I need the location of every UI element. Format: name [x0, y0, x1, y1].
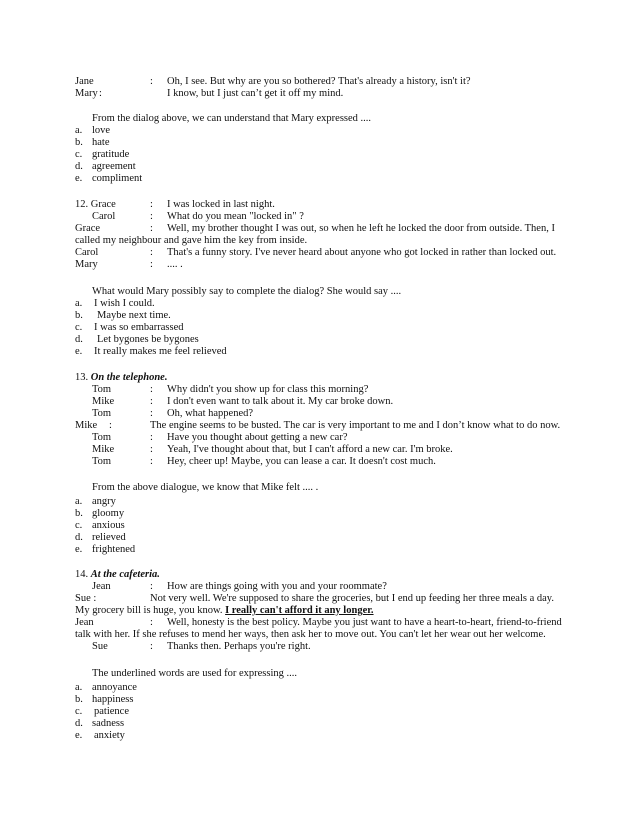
dialog-text: My grocery bill is huge, you know. — [75, 605, 226, 616]
option-text: It really makes me feel relieved — [94, 346, 227, 357]
option-letter: a. — [75, 125, 83, 136]
option-text: anxious — [92, 520, 125, 531]
dialog-text: I know, but I just can’t get it off my mind. — [167, 88, 344, 99]
speaker-name: Carol — [92, 211, 116, 222]
speaker-name: Mike — [92, 444, 115, 455]
option-letter: c. — [75, 706, 83, 717]
option-text: happiness — [92, 694, 134, 705]
option-text: love — [92, 125, 111, 136]
option-text: patience — [94, 706, 129, 717]
option-letter: b. — [75, 694, 83, 705]
option-letter: d. — [75, 532, 83, 543]
option-text: frightened — [92, 544, 136, 555]
dialog-text: Not very well. We're supposed to share the groceries, but I end up feeding her three meals a day. — [150, 593, 554, 604]
option-letter: b. — [75, 137, 83, 148]
speaker-colon: : — [150, 581, 153, 592]
dialog-text: What do you mean "locked in" ? — [167, 211, 304, 222]
option-letter: d. — [75, 718, 83, 729]
dialog-text: Oh, I see. But why are you so bothered? That's already a history, isn't it? — [167, 76, 471, 87]
speaker-name: Tom — [92, 456, 112, 467]
option-letter: c. — [75, 322, 83, 333]
speaker-name: Tom — [92, 408, 112, 419]
question-number: 13. — [75, 372, 91, 383]
speaker-colon: : — [150, 199, 153, 210]
option-text: compliment — [92, 173, 143, 184]
option-text: anxiety — [94, 730, 125, 741]
speaker-name: Mike — [75, 420, 98, 431]
dialog-text: Thanks then. Perhaps you're right. — [167, 641, 311, 652]
dialog-text: Oh, what happened? — [167, 408, 254, 419]
dialog-text: Well, honesty is the best policy. Maybe you just want to have a heart-to-heart, friend-to-friend — [167, 617, 562, 628]
dialog-line — [75, 605, 566, 617]
option-text: gratitude — [92, 149, 130, 160]
dialog-text: .... . — [167, 259, 183, 270]
dialog-text: talk with her. If she refuses to mend her ways, then ask her to move out. You can't let her wear out her welcome. — [75, 629, 546, 640]
speaker-colon: : — [150, 432, 153, 443]
option-letter: b. — [75, 310, 83, 321]
dialog-text: Why didn't you show up for class this morning? — [167, 384, 369, 395]
speaker-name: Jane — [75, 76, 94, 87]
dialog-text: How are things going with you and your roommate? — [167, 581, 387, 592]
option-letter: a. — [75, 298, 83, 309]
document-page: Jane : Oh, I see. But why are you so bothered? That's already a history, isn't it? Mary : I know, but I just can’t get it off my mind. From the dialog above, we can understand that Mary expressed .... a. love b. hate c. gratitude d. agreement e. compliment 12. Grace : I was locked in last night. Carol : What do you mean "locked in" ? Grace : Well, my brother thought I was out, so when he left he locked the door from outside. Then, I called my neighbour and gave him the key from inside. Carol : That's a funny story. I've never heard about anyone who got locked in rather than locked out. Mary : .... . What would Mary possibly say to complete the dialog? She would say .... a. I wish I could. b. Maybe next time. c. I was so embarrassed d. Let bygones be bygones e. It really makes me feel relieved 13. On the telephone. Tom : Why didn't you show up for class this morning? Mike : I don't even want to talk about it. My car broke down. Tom : Oh, what happened? Mike : The engine seems to be busted. The car is very important to me and I don’t know what to do now. Tom : Have you thought about getting a new car? Mike : Yeah, I've thought about that, but I can't afford a new car. I'm broke. Tom : Hey, cheer up! Maybe, you can lease a car. It doesn't cost much. From the above dialogue, we know that Mike felt .... . a. angry b. gloomy c. anxious d. relieved e. frightened 14. At the cafeteria. Jean : How are things going with you and your roommate? Sue : Not very well. We're supposed to share the groceries, but I end up feeding her three meals a day. My grocery bill is huge, you know. I really can't afford it any longer. Jean : Well, honesty is the best policy. Maybe you just want to have a heart-to-heart, friend-to-friend talk with her. If she refuses to mend her ways, then ask her to move out. You can't let her wear out her welcome. Sue : Thanks then. Perhaps you're right. The underlined words are used for expressing .... a. annoyance b. happiness c. patience d. sadness e. anxiety — [0, 0, 638, 826]
speaker-name: Jean — [75, 617, 94, 628]
question-number-speaker: 12. Grace — [75, 199, 116, 210]
option-text: Maybe next time. — [97, 310, 171, 321]
option-letter: a. — [75, 496, 83, 507]
option-letter: e. — [75, 173, 83, 184]
speaker-colon: : — [109, 420, 112, 431]
speaker-colon: : — [150, 456, 153, 467]
option-text: I wish I could. — [94, 298, 155, 309]
speaker-colon: : — [150, 641, 153, 652]
dialog-setting: At the cafeteria. — [90, 569, 160, 580]
question-heading — [75, 569, 566, 581]
dialog-text: Have you thought about getting a new car? — [167, 432, 348, 443]
option-letter: a. — [75, 682, 83, 693]
option-text: I was so embarrassed — [94, 322, 184, 333]
option-text: Let bygones be bygones — [97, 334, 199, 345]
speaker-colon: : — [150, 76, 153, 87]
speaker-colon: : — [150, 211, 153, 222]
option-letter: b. — [75, 508, 83, 519]
option-text: angry — [92, 496, 116, 507]
option-letter: e. — [75, 346, 83, 357]
dialog-text: I was locked in last night. — [167, 199, 275, 210]
speaker-name: Mary — [75, 88, 98, 99]
option-text: annoyance — [92, 682, 137, 693]
dialog-text: That's a funny story. I've never heard about anyone who got locked in rather than locked out. — [167, 247, 557, 258]
dialog-text: Hey, cheer up! Maybe, you can lease a car. It doesn't cost much. — [167, 456, 436, 467]
speaker-name: Sue — [92, 641, 108, 652]
option-letter: e. — [75, 730, 83, 741]
option-text: sadness — [92, 718, 125, 729]
option-letter: e. — [75, 544, 83, 555]
dialog-text: The engine seems to be busted. The car is very important to me and I don’t know what to do now. — [150, 420, 561, 431]
dialog-text: Well, my brother thought I was out, so when he left he locked the door from outside. Then, I — [167, 223, 555, 234]
speaker-colon: : — [150, 444, 153, 455]
dialog-text: I don't even want to talk about it. My car broke down. — [167, 396, 394, 407]
option-text: hate — [92, 137, 110, 148]
option-text: agreement — [92, 161, 136, 172]
option-text: gloomy — [92, 508, 125, 519]
speaker-colon: : — [150, 223, 153, 234]
option-letter: d. — [75, 334, 83, 345]
speaker-colon: : — [150, 617, 153, 628]
question-heading — [75, 372, 566, 384]
speaker-name: Mary — [75, 259, 98, 270]
option-letter: d. — [75, 161, 83, 172]
speaker-name: Jean — [92, 581, 111, 592]
speaker-colon: : — [150, 408, 153, 419]
speaker-name: Carol — [75, 247, 99, 258]
dialog-text: called my neighbour and gave him the key from inside. — [75, 235, 308, 246]
speaker-colon: : — [99, 88, 102, 99]
speaker-name: Tom — [92, 384, 112, 395]
speaker-colon: : — [150, 396, 153, 407]
speaker-colon: : — [150, 259, 153, 270]
option-letter: c. — [75, 520, 83, 531]
question-number: 14. — [75, 569, 91, 580]
speaker-name: Sue : — [75, 593, 97, 604]
speaker-name: Mike — [92, 396, 115, 407]
option-text: relieved — [92, 532, 126, 543]
speaker-name: Tom — [92, 432, 112, 443]
dialog-setting: On the telephone. — [90, 372, 168, 383]
speaker-name: Grace — [75, 223, 101, 234]
underlined-expression: I really can't afford it any longer. — [225, 605, 374, 616]
option-letter: c. — [75, 149, 83, 160]
speaker-colon: : — [150, 247, 153, 258]
dialog-text: Yeah, I've thought about that, but I can't afford a new car. I'm broke. — [167, 444, 453, 455]
speaker-colon: : — [150, 384, 153, 395]
